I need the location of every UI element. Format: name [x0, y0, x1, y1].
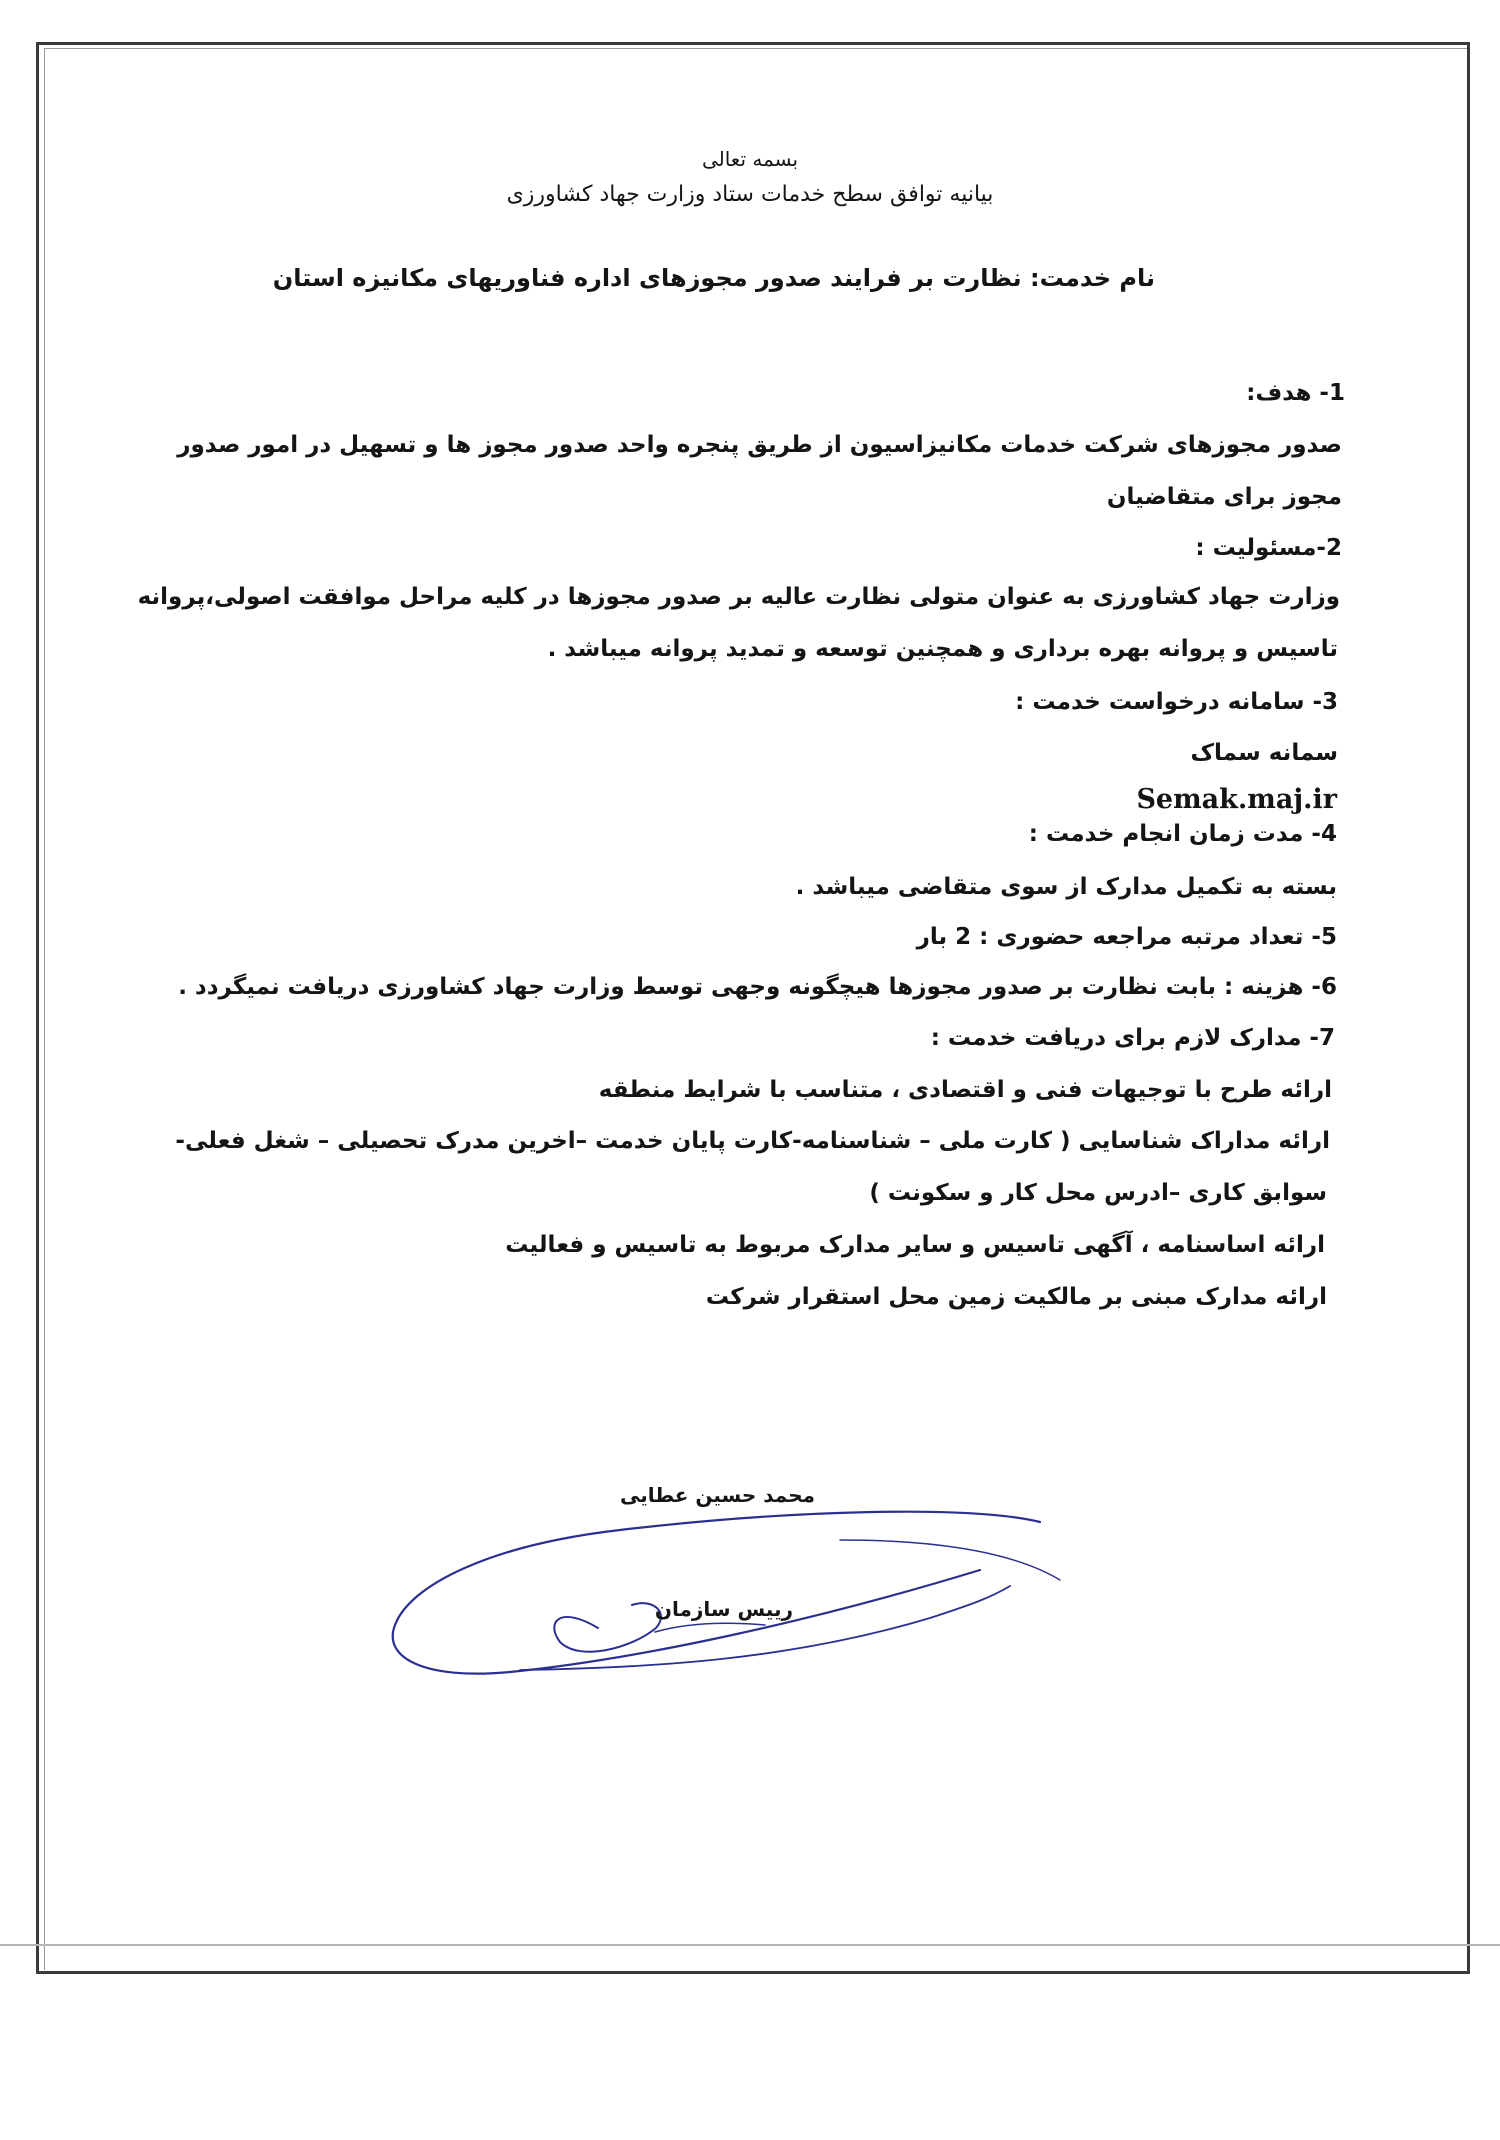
documents-item-1: ارائه طرح با توجیهات فنی و اقتصادی ، متناسب با شرایط منطقه [598, 1077, 1332, 1103]
system-name: سمانه سماک [1190, 740, 1338, 766]
responsibility-title: 2-مسئولیت : [1195, 535, 1342, 561]
document-subtitle: بیانیه توافق سطح خدمات ستاد وزارت جهاد کشاورزی [506, 182, 994, 207]
service-name: نام خدمت: نظارت بر فرایند صدور مجوزهای اداره فناوریهای مکانیزه استان [272, 264, 1155, 292]
page-bottom-edge [0, 1944, 1500, 1946]
documents-item-2: ارائه مداراک شناسایی ( کارت ملی – شناسنامه-کارت پایان خدمت –اخرین مدرک تحصیلی – شغل فعلی- [175, 1128, 1330, 1154]
responsibility-text-line-2: تاسیس و پروانه بهره برداری و همچنین توسعه و تمدید پروانه میباشد . [547, 636, 1338, 662]
signer-name: محمد حسین عطایی [619, 1483, 815, 1507]
visits-count: 5- تعداد مرتبه مراجعه حضوری : 2 بار [916, 924, 1337, 950]
signer-title: رییس سازمان [654, 1597, 793, 1621]
duration-text: بسته به تکمیل مدارک از سوی متقاضی میباشد . [795, 874, 1337, 900]
duration-title: 4- مدت زمان انجام خدمت : [1028, 821, 1337, 847]
system-url: Semak.maj.ir [1136, 784, 1337, 815]
documents-item-3: ارائه اساسنامه ، آگهی تاسیس و سایر مدارک مربوط به تاسیس و فعالیت [505, 1232, 1325, 1258]
goal-text-line-2: مجوز برای متقاضیان [1106, 484, 1342, 510]
goal-title: 1- هدف: [1246, 380, 1345, 406]
signature-ink [393, 1512, 1060, 1674]
documents-title: 7- مدارک لازم برای دریافت خدمت : [930, 1025, 1335, 1051]
invocation: بسمه تعالی [701, 147, 799, 171]
documents-item-4: ارائه مدارک مبنی بر مالکیت زمین محل استقرار شرکت [705, 1284, 1327, 1310]
system-title: 3- سامانه درخواست خدمت : [1015, 689, 1338, 715]
responsibility-text-line-1: وزارت جهاد کشاورزی به عنوان متولی نظارت عالیه بر صدور مجوزها در کلیه مراحل موافقت اصولی،پروانه [137, 584, 1340, 610]
goal-text-line-1: صدور مجوزهای شرکت خدمات مکانیزاسیون از طریق پنجره واحد صدور مجوز ها و تسهیل در امور صدور [177, 432, 1342, 458]
service-cost: 6- هزینه : بابت نظارت بر صدور مجوزها هیچگونه وجهی توسط وزارت جهاد کشاورزی دریافت نمیگردد . [178, 974, 1337, 1000]
documents-item-2-continued: سوابق کاری –ادرس محل کار و سکونت ) [869, 1180, 1327, 1206]
